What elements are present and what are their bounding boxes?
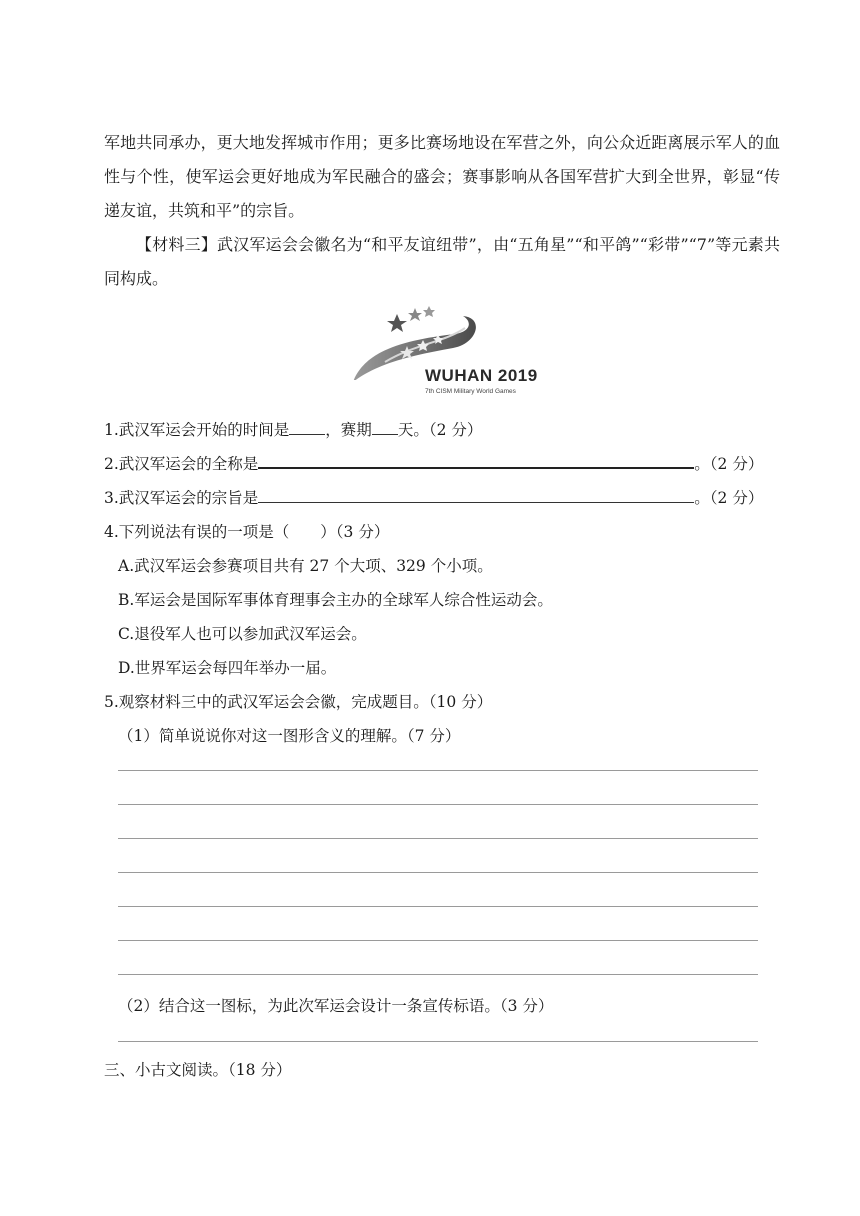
answer-line[interactable] [118, 872, 758, 873]
question-4-option-c: C.退役军人也可以参加武汉军运会。 [118, 625, 367, 643]
question-4-option-d: D.世界军运会每四年举办一届。 [118, 659, 337, 677]
question-3-text: 3.武汉军运会的宗旨是 [104, 489, 259, 507]
answer-line[interactable] [118, 940, 758, 941]
answer-line[interactable] [118, 838, 758, 839]
question-5-sub-1: （1）简单说说你对这一图形含义的理解。（7 分） [118, 727, 461, 745]
answer-line[interactable] [118, 770, 758, 771]
question-3-score: 。（2 分） [694, 489, 764, 507]
question-2-text: 2.武汉军运会的全称是 [104, 455, 259, 473]
question-1-text: 1.武汉军运会开始的时间是 [104, 421, 290, 439]
section-3-heading: 三、小古文阅读。（18 分） [104, 1061, 292, 1079]
question-4-stem: 4.下列说法有误的一项是（ ）（3 分） [104, 523, 390, 541]
answer-blank-full-name[interactable] [258, 453, 694, 469]
question-4-option-a: A.武汉军运会参赛项目共有 27 个大项、329 个小项。 [118, 557, 493, 575]
question-4-option-b: B.军运会是国际军事体育理事会主办的全球军人综合性运动会。 [118, 591, 553, 609]
wuhan-military-games-logo [345, 300, 545, 395]
question-2 [104, 452, 763, 474]
answer-blank-purpose[interactable] [258, 488, 694, 503]
answer-blank-start-time[interactable] [289, 420, 325, 435]
question-5-stem: 5.观察材料三中的武汉军运会会徽，完成题目。（10 分） [104, 693, 493, 711]
answer-line[interactable] [118, 974, 758, 975]
question-5-sub-2: （2）结合这一图标，为此次军运会设计一条宣传标语。（3 分） [118, 997, 554, 1015]
question-1-text-3: 天。（2 分） [397, 421, 483, 439]
question-1 [104, 418, 482, 440]
logo-title: WUHAN 2019 [425, 366, 538, 385]
answer-line[interactable] [118, 906, 758, 907]
slogan-answer-line[interactable] [118, 1041, 758, 1042]
question-2-score: 。（2 分） [694, 455, 764, 473]
question-1-text-2: ，赛期 [325, 421, 372, 439]
material2-paragraph-tail: 军地共同承办，更大地发挥城市作用；更多比赛场地设在军营之外，向公众近距离展示军人的血性与个性，使军运会更好地成为军民融合的盛会；赛事影响从各国军营扩大到全世界，彰显“传递友谊，共筑和平”的宗旨。 [104, 133, 780, 220]
answer-blank-duration[interactable] [372, 420, 398, 435]
answer-line[interactable] [118, 804, 758, 805]
logo-subtitle: 7th CISM Military World Games [425, 388, 516, 395]
material3-paragraph: 【材料三】武汉军运会会徽名为“和平友谊纽带”，由“五角星”“和平鸽”“彩带”“7”等元素共同构成。 [104, 235, 780, 288]
question-3 [104, 486, 763, 508]
